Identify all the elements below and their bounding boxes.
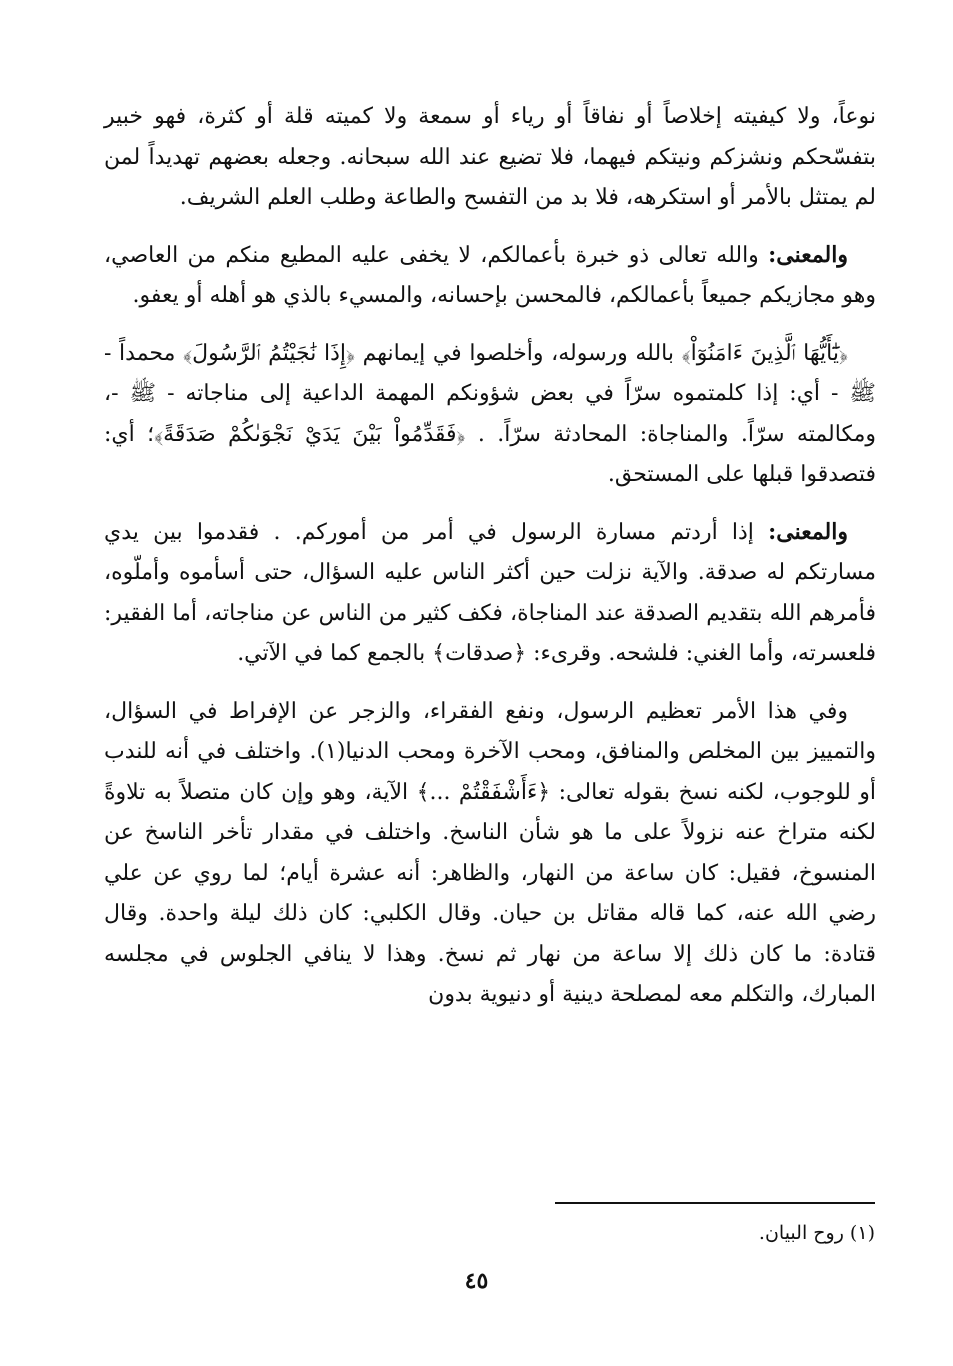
paragraph-gap bbox=[104, 219, 876, 235]
paragraph-3-text: ﴿يَٰٓأَيُّهَا ٱلَّذِينَ ءَامَنُوٓاْ﴾ بالله ورسوله، وأخلصوا في إيمانهم ﴿إِذَا نَٰجَيْتُمُ ٱلرَّسُولَ﴾ محمداً - ﷺ - أي: إذا كلمتموه سرّاً في بعض شؤونكم المهمة الداعية إلى مناجاته - ﷺ -، ومكالمته سرّاً. والمناجاة: المحادثة سرّاً. . ﴿فَقَدِّمُواْ بَيْنَ يَدَيْ نَجْوَىٰكُمْ صَدَقَةً﴾؛ أي: فتصدقوا قبلها على المستحق. bbox=[104, 340, 876, 487]
paragraph-1 bbox=[104, 96, 876, 219]
paragraph-gap bbox=[104, 317, 876, 333]
paragraph-4-text: إذا أردتم مسارة الرسول في أمر من أموركم. . فقدموا بين يدي مسارتكم له صدقة. والآية نزلت حين أكثر الناس عليه السؤال، حتى أسأموه وأملّوه، فأمرهم الله بتقديم الصدقة عند المناجاة، فكف كثير من الناس عن مناجاته، أما الفقير: فلعسرته، وأما الغني: فلشحه. وقرىء: ﴿صدقات﴾ بالجمع كما في الآتي. bbox=[104, 519, 876, 666]
paragraph-1-text: نوعاً، ولا كيفيته إخلاصاً أو نفاقاً أو رياء أو سمعة ولا كميته قلة أو كثرة، فهو خبير بتفسّحكم ونشزكم ونيتكم فيهما، فلا تضيع عند الله سبحانه. وجعله بعضهم تهديداً لمن لم يمتثل بالأمر أو استكرهه، فلا بد من التفسح والطاعة وطلب العلم الشريف. bbox=[104, 104, 876, 210]
paragraph-3 bbox=[104, 333, 876, 496]
paragraph-gap bbox=[104, 675, 876, 691]
body-text bbox=[104, 96, 876, 1016]
page-number: ٤٥ bbox=[464, 1268, 489, 1294]
paragraph-4-lead: والمعنى: bbox=[768, 518, 848, 545]
paragraph-2 bbox=[104, 235, 876, 317]
paragraph-gap bbox=[104, 496, 876, 512]
paragraph-2-text: والله تعالى ذو خبرة بأعمالكم، لا يخفى عليه المطيع منكم من العاصي، وهو مجازيكم جميعاً بأعمالكم، فالمحسن بإحسانه، والمسيء بالذي هو أهله أو يعفو. bbox=[104, 242, 876, 308]
paragraph-5-text: وفي هذا الأمر تعظيم الرسول، ونفع الفقراء، والزجر عن الإفراط في السؤال، والتمييز بين المخلص والمنافق، ومحب الآخرة ومحب الدنيا(١). واختلف في أنه للندب أو للوجوب، لكنه نسخ بقوله تعالى: ﴿ءَأَشْفَقْتُمْ ...﴾ الآية، وهو وإن كان متصلاً به تلاوةً لكنه متراخ عنه نزولاً على ما هو شأن الناسخ. واختلف في مقدار تأخر الناسخ عن المنسوخ، فقيل: كان ساعة من النهار، والظاهر: أنه عشرة أيام؛ لما روي عن علي رضي الله عنه، كما قاله مقاتل بن حيان. وقال الكلبي: كان ذلك ليلة واحدة. وقال قتادة: ما كان ذلك إلا ساعة من نهار ثم نسخ. وهذا لا ينافي الجلوس في مجلسه المبارك، والتكلم معه لمصلحة دينية أو دنيوية بدون bbox=[104, 698, 876, 1007]
footnote: (١) روح البيان. bbox=[758, 1222, 875, 1244]
paragraph-4 bbox=[104, 512, 876, 675]
paragraph-5 bbox=[104, 691, 876, 1016]
footnote-divider bbox=[555, 1202, 875, 1204]
paragraph-2-lead: والمعنى: bbox=[768, 241, 848, 268]
